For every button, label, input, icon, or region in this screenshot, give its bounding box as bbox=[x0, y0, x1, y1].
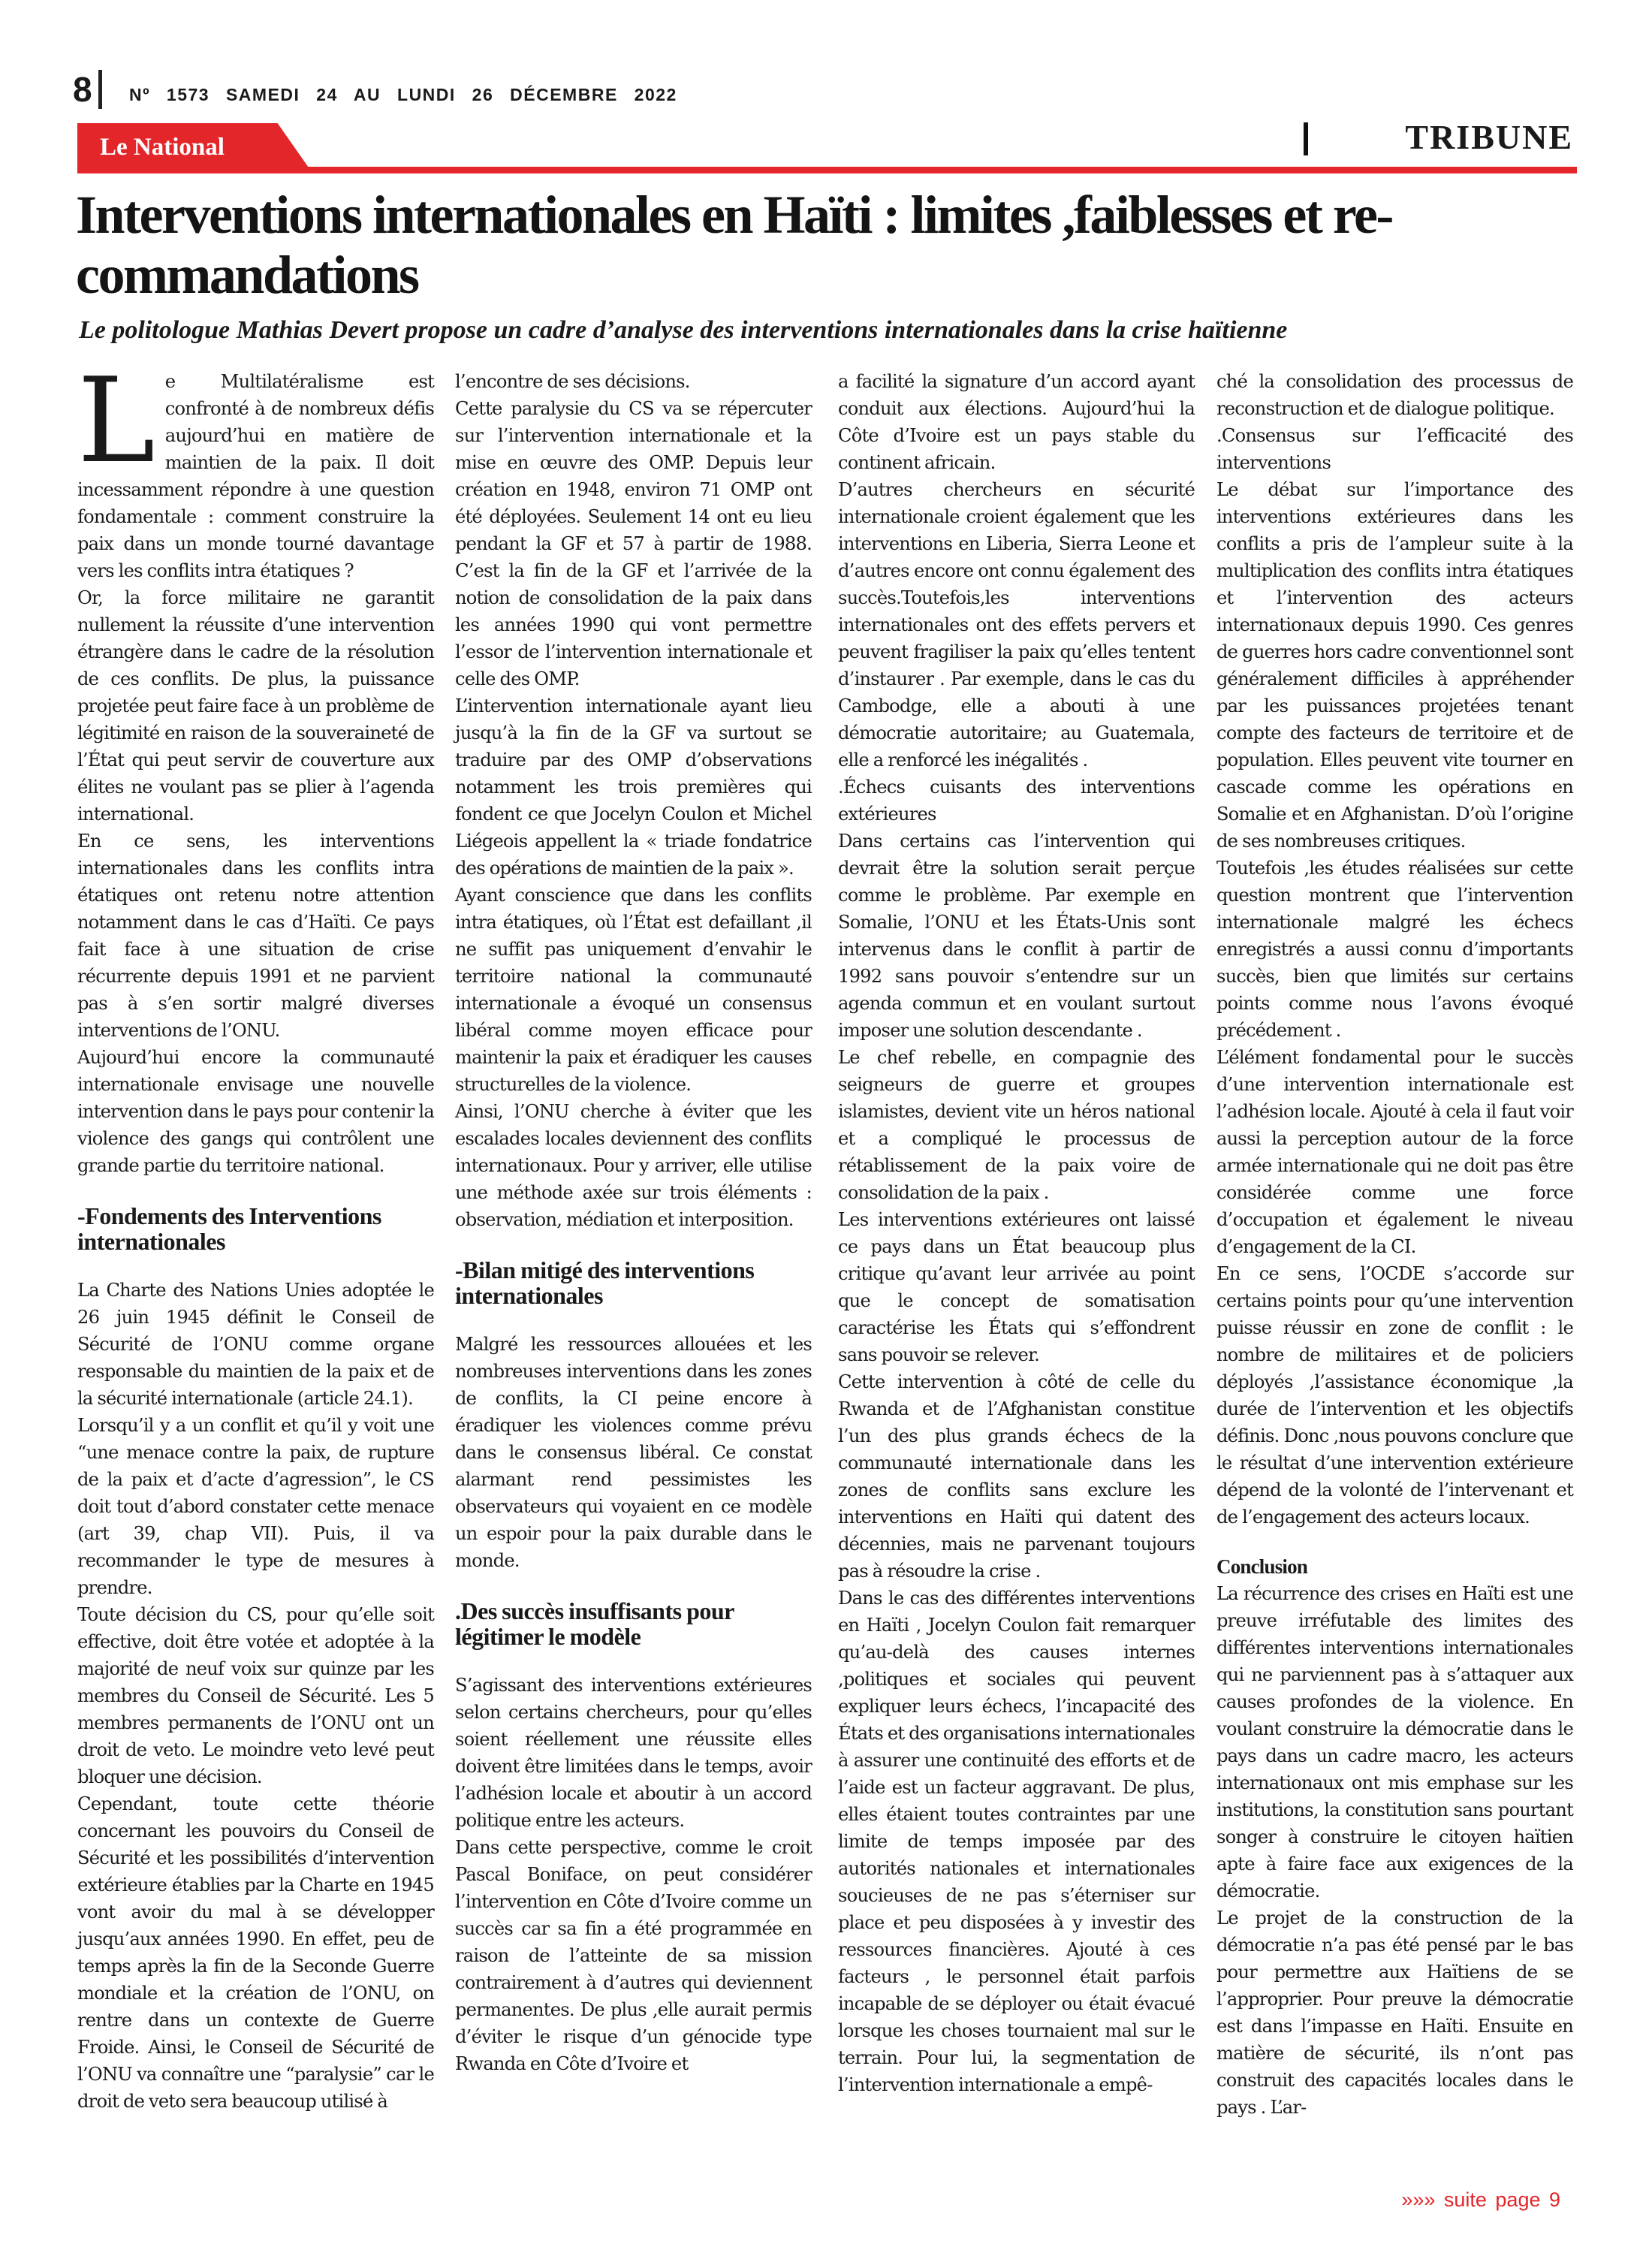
paragraph: Ayant conscience que dans les conflits intra étatiques, où l’État est defaillant ,il ne suffit pas uniquement d’envahir le territoire national la communauté internationale a évoqué un consensus libéral comme moyen efficace pour maintenir la paix et éradiquer les causes structurelles de la violence. bbox=[455, 885, 812, 1095]
issue-dateline: Nº 1573 SAMEDI 24 AU LUNDI 26 DÉCEMBRE 2022 bbox=[129, 85, 677, 104]
paragraph: Or, la force militaire ne garantit nullement la réussite d’une intervention étrangère dans le cadre de la résolution de ces conflits. De plus, la puissance projetée peut faire face à un problème de légitimité en raison de la souveraineté de l’État qui peut servir de couverture aux élites ne voulant pas se plier à l’agenda international. bbox=[77, 587, 434, 825]
subheading: .Des succès insuffisants pour légitimer le modèle bbox=[455, 1597, 734, 1650]
brand-name: Le National bbox=[100, 134, 225, 161]
paragraph: Malgré les ressources allouées et les nombreuses interventions dans les zones de conflits, la CI peine encore à éradiquer les violences comme prévu dans le consensus libéral. Ce constat alarmant rend pessimistes les observateurs qui voyaient en ce modèle un espoir pour la paix durable dans le monde. bbox=[455, 1334, 812, 1571]
paragraph: ché la consolidation des processus de reconstruction et de dialogue politique. bbox=[1216, 371, 1573, 419]
paragraph: Dans le cas des différentes interventions en Haïti , Jocelyn Coulon fait remarquer qu’au-delà des causes internes ,politiques et sociales qui peuvent expliquer leurs échecs, l’incapacité des États et des organisations internationales à assurer une continuité des efforts et de l’aide est un facteur aggravant. De plus, elles étaient toutes contraintes par une limite de temps imposée par des autorités nationales et internationales soucieuses de ne pas s’éterniser sur place et peu disposées à y investir des ressources financières. Ajouté à ces facteurs , le personnel était parfois incapable de se déployer ou était évacué lorsque les choses tournaient mal sur le terrain. Pour lui, la segmentation de l’intervention internationale a empê- bbox=[838, 1588, 1195, 2095]
paragraph: L’intervention internationale ayant lieu jusqu’à la fin de la GF va surtout se traduire par des OMP d’observations notamment les trois premières qui fondent ce que Jocelyn Coulon et Michel Liégeois appellent la « triade fondatrice des opérations de maintien de la paix ». bbox=[455, 695, 812, 879]
header-rule bbox=[77, 167, 1577, 173]
section-divider bbox=[1304, 122, 1308, 155]
paragraph: En ce sens, les interventions internationales dans les conflits intra étatiques ont retenu notre attention notamment dans le cas d’Haïti. Ce pays fait face à une situation de crise récurrente depuis 1991 et ne parvient pas à s’en sortir malgré diverses interventions de l’ONU. bbox=[77, 831, 434, 1041]
paragraph: Cette paralysie du CS va se répercuter sur l’intervention internationale et la mise en œuvre des OMP. Depuis leur création en 1948, environ 71 OMP ont été déployées. Seulement 14 ont eu lieu pendant la GF et 57 à partir de 1988. C’est la fin de la GF et l’arrivée de la notion de consolidation de la paix dans les années 1990 qui vont permettre l’essor de l’intervention internationale et celle des OMP. bbox=[455, 398, 812, 689]
article-headline: Interventions internationales en Haïti : limites ,faiblesses et re-commandations bbox=[76, 185, 1392, 305]
article-column-3 bbox=[838, 368, 1195, 2098]
paragraph: Toute décision du CS, pour qu’elle soit effective, doit être votée et adoptée à la majorité de neuf voix sur quinze par les membres du Conseil de Sécurité. Les 5 membres permanents de l’ONU ont un droit de veto. Le moindre veto levé peut bloquer une décision. bbox=[77, 1604, 434, 1787]
paragraph: Les interventions extérieures ont laissé ce pays dans un État beaucoup plus critique qu’avant leur arrivée au point que le concept de somatisation caractérise les États qui s’effondrent sans pouvoir se relever. bbox=[838, 1209, 1195, 1365]
paragraph: Toutefois ,les études réalisées sur cette question montrent que l’intervention internationale malgré les échecs enregistrés a aussi connu d’importants succès, bien que limités sur certains points comme nous l’avons évoqué précédement . bbox=[1216, 858, 1573, 1041]
article-column-1 bbox=[77, 352, 434, 2115]
paragraph: Lorsqu’il y a un conflit et qu’il y voit une “une menace contre la paix, de rupture de la paix et d’acte d’agression”, le CS doit tout d’abord constater cette menace (art 39, chap VII). Puis, il va recommander le type de mesures à prendre. bbox=[77, 1415, 434, 1598]
article-column-4 bbox=[1216, 368, 1573, 2121]
paragraph: La Charte des Nations Unies adoptée le 26 juin 1945 définit le Conseil de Sécurité de l’ONU comme organe responsable du maintien de la paix et de la sécurité internationale (article 24.1). bbox=[77, 1280, 434, 1409]
paragraph: Cette intervention à côté de celle du Rwanda et de l’Afghanistan constitue l’un des plus grands échecs de la communauté internationale dans les zones de conflits sans exclure les interventions en Haïti qui datent des décennies, mais ne parvenant toujours pas à résoudre la crise . bbox=[838, 1371, 1195, 1582]
paragraph: Aujourd’hui encore la communauté internationale envisage une nouvelle intervention dans le pays pour contenir la violence des gangs qui contrôlent une grande partie du territoire national. bbox=[77, 1047, 434, 1176]
paragraph: .Consensus sur l’efficacité des interventions bbox=[1216, 425, 1573, 473]
paragraph: Dans certains cas l’intervention qui devrait être la solution serait perçue comme le problème. Par exemple en Somalie, l’ONU et les États-Unis sont intervenus dans le conflit à partir de 1992 sans pouvoir s’entendre sur un agenda commun et en voulant surtout imposer une solution descendante . bbox=[838, 831, 1195, 1041]
paragraph: En ce sens, l’OCDE s’accorde sur certains points pour qu’une intervention puisse réussir en zone de conflit : le nombre de militaires et de policiers déployés ,l’assistance économique ,la durée de l’intervention et les objectifs définis. Donc ,nous pouvons conclure que le résultat d’une intervention extérieure dépend de la volonté de l’intervenant et de l’engagement des acteurs locaux. bbox=[1216, 1263, 1573, 1528]
paragraph: a facilité la signature d’un accord ayant conduit aux élections. Aujourd’hui la Côte d’Ivoire est un pays stable du continent africain. bbox=[838, 371, 1195, 473]
paragraph: L’élément fondamental pour le succès d’une intervention internationale est l’adhésion locale. Ajouté à cela il faut voir aussi la perception autour de la force armée internationale qui ne doit pas être considérée comme une force d’occupation et également le niveau d’engagement de la CI. bbox=[1216, 1047, 1573, 1257]
paragraph: Le chef rebelle, en compagnie des seigneurs de guerre et groupes islamistes, devient vite un héros national et a compliqué le processus de rétablissement de la paix voire de consolidation de la paix . bbox=[838, 1047, 1195, 1203]
page-number: 8 bbox=[73, 70, 92, 109]
subheading: -Fondements des Interventions internationales bbox=[77, 1202, 381, 1255]
paragraph: l’encontre de ses décisions. bbox=[455, 371, 690, 392]
paragraph: Ainsi, l’ONU cherche à éviter que les escalades locales deviennent des conflits internationaux. Pour y arriver, elle utilise une méthode axée sur trois éléments : observation, médiation et interposition. bbox=[455, 1101, 812, 1230]
paragraph: Cependant, toute cette théorie concernant les pouvoirs du Conseil de Sécurité et les possibilités d’intervention extérieure établies par la Charte en 1945 vont avoir du mal à se développer jusqu’aux années 1990. En effet, peu de temps après la fin de la Seconde Guerre mondiale et la création de l’ONU, on rentre dans un contexte de Guerre Froide. Ainsi, le Conseil de Sécurité de l’ONU va connaître une “paralysie” car le droit de veto sera beaucoup utilisé à bbox=[77, 1793, 434, 2112]
article-standfirst: Le politologue Mathias Devert propose un cadre d’analyse des interventions internationales dans la crise haïtienne bbox=[79, 316, 1288, 344]
continued-on-page-link[interactable]: »»» suite page 9 bbox=[1401, 2188, 1560, 2211]
paragraph: Dans cette perspective, comme le croit Pascal Boniface, on peut considérer l’intervention en Côte d’Ivoire comme un succès car sa fin a été programmée en raison de l’atteinte de sa mission contrairement à d’autres qui deviennent permanentes. De plus ,elle aurait permis d’éviter le risque d’un génocide type Rwanda en Côte d’Ivoire et bbox=[455, 1837, 812, 2074]
paragraph: .Échecs cuisants des interventions extérieures bbox=[838, 777, 1195, 825]
paragraph: S’agissant des interventions extérieures selon certains chercheurs, pour qu’elles soient réellement une réussite elles doivent être limitées dans le temps, avoir l’adhésion locale et aboutir à un accord politique entre les acteurs. bbox=[455, 1675, 812, 1831]
paragraph: La récurrence des crises en Haïti est une preuve irréfutable des limites des différentes interventions internationales qui ne parviennent pas à s’attaquer aux causes profondes de la violence. En voulant construire la démocratie dans le pays dans un cadre macro, les acteurs internationaux ont mis emphase sur les institutions, la constitution sans pourtant songer à construire le citoyen haïtien apte à faire face aux exigences de la démocratie. bbox=[1216, 1583, 1573, 1902]
paragraph: Le débat sur l’importance des interventions extérieures dans les conflits a pris de l’ampleur suite à la multiplication des conflits intra étatiques et l’intervention des acteurs internationaux depuis 1990. Ces genres de guerres hors cadre conventionnel sont généralement difficiles à appréhender par les puissances projetées tenant compte des facteurs de territoire et de population. Elles peuvent vite tourner en cascade comme les opérations en Somalie et en Afghanistan. D’où l’origine de ses nombreuses critiques. bbox=[1216, 479, 1573, 852]
paragraph: D’autres chercheurs en sécurité internationale croient également que les interventions en Liberia, Sierra Leone et d’autres encore ont connu également des succès.Toutefois,les interventions internationales ont des effets pervers et peuvent fragiliser la paix qu’elles tentent d’instaurer . Par exemple, dans le cas du Cambodge, elle a abouti à une démocratie autoritaire; au Guatemala, elle a renforcé les inégalités . bbox=[838, 479, 1195, 771]
subheading-conclusion: Conclusion bbox=[1216, 1555, 1308, 1578]
article-column-2 bbox=[455, 368, 812, 2077]
paragraph: e Multilatéralisme est confronté à de nombreux défis aujourd’hui en matière de maintien de la paix. Il doit incessamment répondre à une question fondamentale : comment construire la paix dans un monde tourné davantage vers les conflits intra étatiques ? bbox=[77, 371, 434, 581]
paragraph: Le projet de la construction de la démocratie n’a pas été pensé par le bas pour permettre aux Haïtiens de se l’approprier. Pour preuve la démocratie est dans l’impasse en Haïti. Ensuite en matière de sécurité, ils n’ont pas construit des capacités locales dans le pays . L’ar- bbox=[1216, 1908, 1573, 2118]
section-label: TRIBUNE bbox=[1405, 118, 1573, 156]
subheading: -Bilan mitigé des interventions internationales bbox=[455, 1256, 755, 1309]
page-number-divider bbox=[98, 70, 102, 109]
drop-cap: L bbox=[77, 352, 155, 489]
